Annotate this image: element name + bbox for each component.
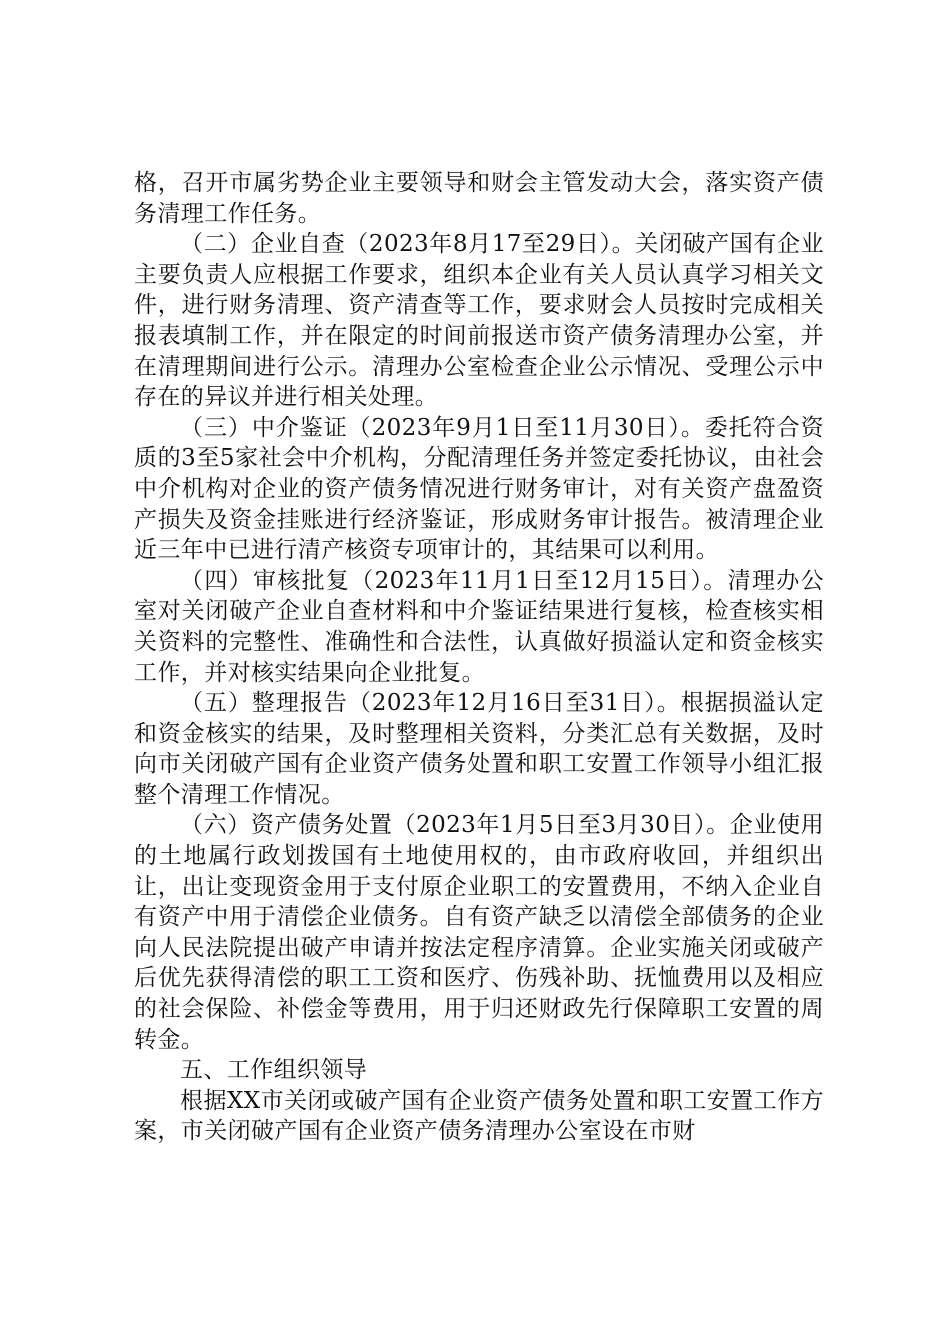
paragraph-intermediary-verification: （三）中介鉴证（2023年9月1日至11月30日）。委托符合资质的3至5家社会中介机构，分配清理任务并签定委托协议，由社会中介机构对企业的资产债务情况进行财务审计，对有关资产盘盈资产损失及资金挂账进行经济鉴证，形成财务审计报告。被清理企业近三年中已进行清产核资专项审计的，其结果可以利用。 [134, 414, 824, 564]
paragraph-self-inspection: （二）企业自查（2023年8月17至29日）。关闭破产国有企业主要负责人应根据工作要求，组织本企业有关人员认真学习相关文件，进行财务清理、资产清查等工作，要求财会人员按时完成相关报表填制工作，并在限定的时间前报送市资产债务清理办公室，并在清理期间进行公示。清理办公室检查企业公示情况、受理公示中存在的异议并进行相关处理。 [134, 231, 824, 411]
paragraph-continuation: 格，召开市属劣势企业主要领导和财会主管发动大会，落实资产债务清理工作任务。 [134, 170, 824, 227]
document-body [134, 168, 824, 1147]
section-heading-organization: 五、工作组织领导 [180, 1057, 368, 1084]
paragraph-organization: 根据XX市关闭或破产国有企业资产债务处置和职工安置工作方案，市关闭破产国有企业资产债务清理办公室设在市财 [134, 1087, 824, 1145]
paragraph-review-approval: （四）审核批复（2023年11月1日至12月15日）。清理办公室对关闭破产企业自查材料和中介鉴证结果进行复核，检查核实相关资料的完整性、准确性和合法性，认真做好损溢认定和资金核实工作，并对核实结果向企业批复。 [134, 567, 824, 686]
paragraph-asset-debt-disposal: （六）资产债务处置（2023年1月5日至3月30日）。企业使用的土地属行政划拨国有土地使用权的，由市政府收回，并组织出让，出让变现资金用于支付原企业职工的安置费用，不纳入企业自有资产中用于清偿企业债务。自有资产缺乏以清偿全部债务的企业向人民法院提出破产申请并按法定程序清算。企业实施关闭或破产后优先获得清偿的职工工资和医疗、伤残补助、抚恤费用以及相应的社会保险、补偿金等费用，用于归还财政先行保障职工安置的周转金。 [134, 812, 824, 1053]
paragraph-compile-report: （五）整理报告（2023年12月16日至31日）。根据损溢认定和资金核实的结果，及时整理相关资料，分类汇总有关数据，及时向市关闭破产国有企业资产债务处置和职工安置工作领导小组汇报整个清理工作情况。 [134, 690, 824, 808]
